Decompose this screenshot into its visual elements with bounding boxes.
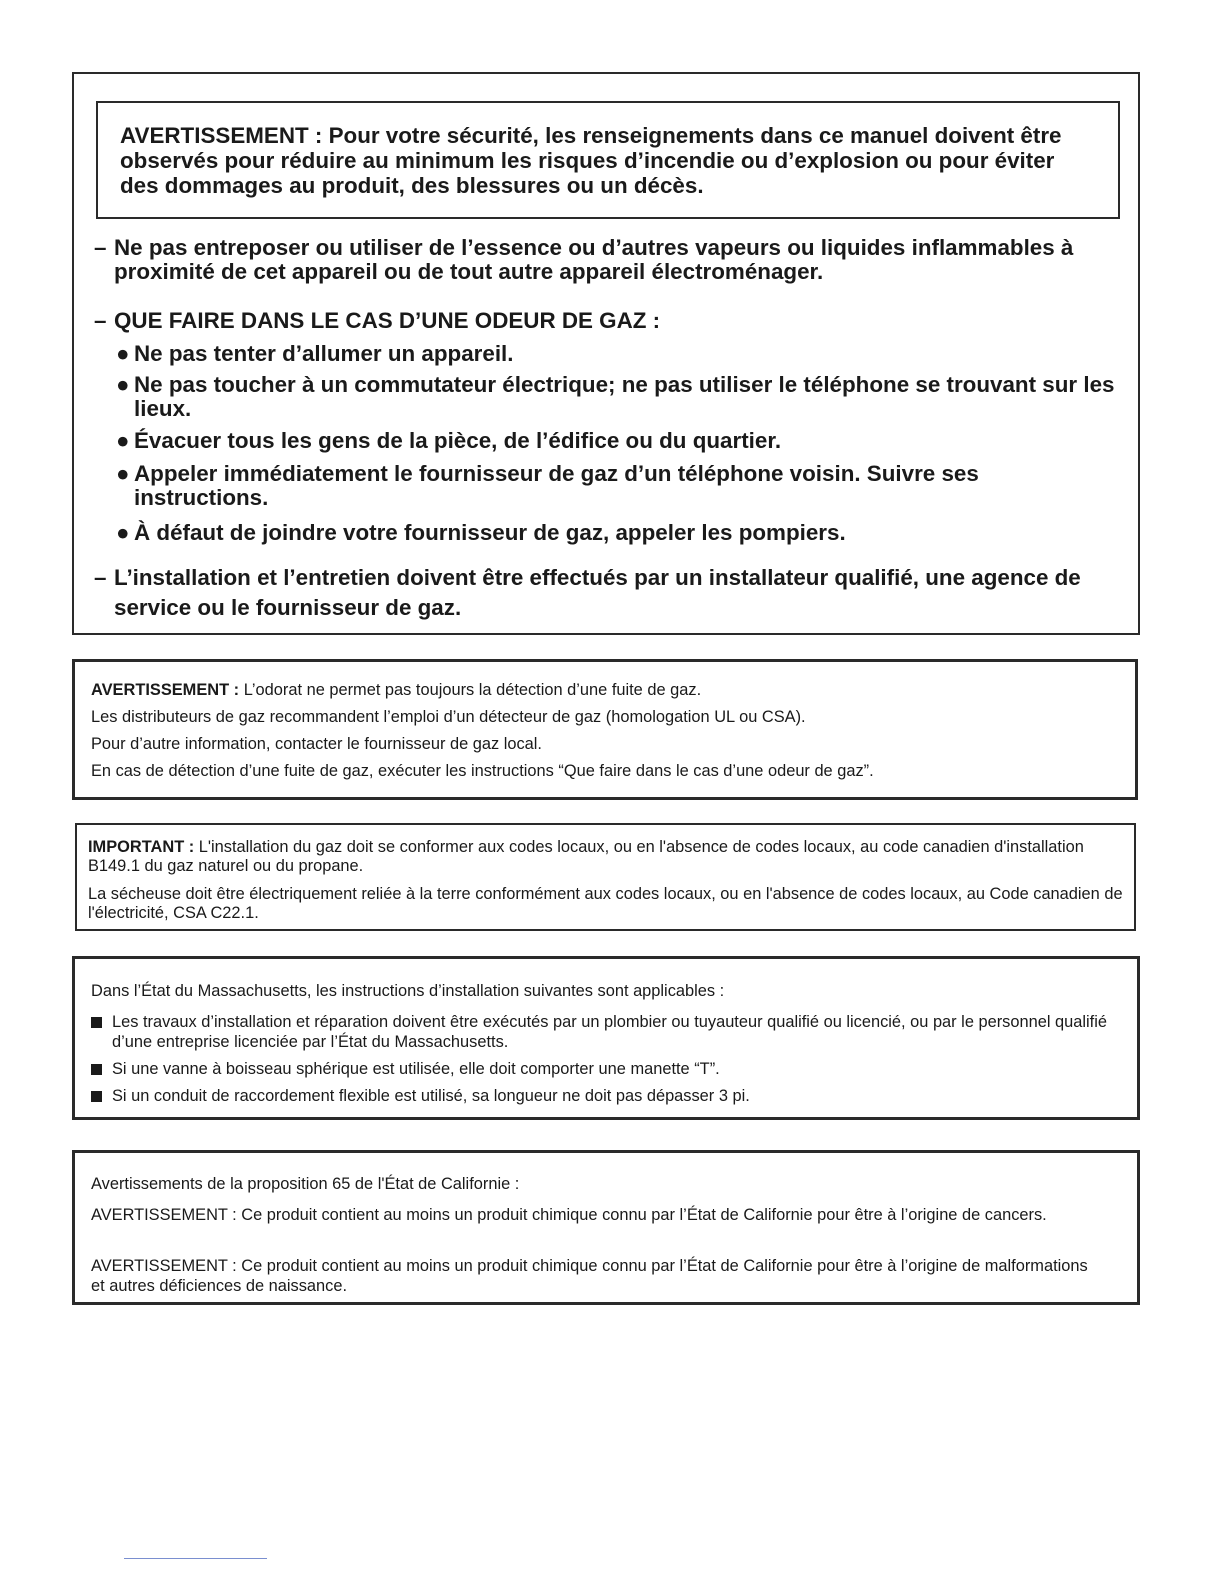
storage-warning-item [94,236,1114,284]
massachusetts-item [91,1059,1121,1079]
bullet-text: Appeler immédiatement le fournisseur de gaz d’un téléphone voisin. Suivre ses instructions. [134,461,979,510]
odor-warning-line: Les distributeurs de gaz recommandent l’emploi d’un détecteur de gaz (homologation UL ou CSA). [91,708,806,726]
massachusetts-item-text: Si une vanne à boisseau sphérique est utilisée, elle doit comporter une manette “T”. [112,1060,720,1078]
gas-odor-bullet [116,373,1116,421]
odor-warning-line [91,680,701,700]
safety-warning-box [72,72,1140,635]
odor-warning-label: AVERTISSEMENT : [91,681,240,699]
gas-odor-bullet [116,521,1116,545]
bullet-icon: ● [116,520,130,545]
odor-warning-text: L’odorat ne permet pas toujours la détection d’une fuite de gaz. [239,681,702,699]
safety-heading-box [96,101,1120,219]
square-bullet-icon [91,1017,102,1028]
gas-odor-bullet [116,429,1116,453]
bullet-icon: ● [116,341,130,366]
important-paragraph [88,838,1124,876]
california-intro: Avertissements de la proposition 65 de l'État de Californie : [91,1175,520,1193]
important-notice-box [75,823,1136,931]
storage-warning-text: Ne pas entreposer ou utiliser de l’essence ou d’autres vapeurs ou liquides inflammables à proximité de cet appareil ou de tout autre appareil électroménager. [114,235,1074,284]
gas-odor-bullet [116,462,1116,510]
gas-odor-bullet [116,342,1116,366]
dash-marker: – [94,235,107,260]
important-paragraph: La sécheuse doit être électriquement reliée à la terre conformément aux codes locaux, ou en l'absence de codes locaux, au Code canadien de l'électricité, CSA C22.1. [88,885,1123,922]
safety-heading-text: AVERTISSEMENT : Pour votre sécurité, les renseignements dans ce manuel doivent être observés pour réduire au minimum les risques d’incendie ou d’explosion ou pour éviter des dommages au produit, des blessures ou un décès. [120,123,1062,198]
massachusetts-box [72,956,1140,1120]
bullet-text: Ne pas toucher à un commutateur électrique; ne pas utiliser le téléphone se trouvant sur les lieux. [134,372,1115,421]
odor-warning-line: Pour d’autre information, contacter le fournisseur de gaz local. [91,735,542,753]
massachusetts-item-text: Les travaux d’installation et réparation doivent être exécutés par un plombier ou tuyauteur qualifié ou licencié, ou par le personnel qualifié d’une entreprise licenciée par l’État du Massachusetts. [112,1013,1107,1051]
installation-warning-item [94,563,1114,623]
installation-warning-text: L’installation et l’entretien doivent être effectués par un installateur qualifié, une agence de service ou le fournisseur de gaz. [114,565,1081,620]
massachusetts-intro: Dans l’État du Massachusetts, les instructions d’installation suivantes sont applicables : [91,982,725,1000]
california-box [72,1150,1140,1305]
odor-warning-box [72,659,1138,800]
square-bullet-icon [91,1064,102,1075]
square-bullet-icon [91,1091,102,1102]
important-text: L'installation du gaz doit se conformer aux codes locaux, ou en l'absence de codes locaux, au code canadien d'installation B149.1 du gaz naturel ou du propane. [88,838,1084,875]
odor-warning-line: En cas de détection d’une fuite de gaz, exécuter les instructions “Que faire dans le cas d’une odeur de gaz”. [91,762,874,780]
dash-marker: – [94,565,107,590]
footer-rule [124,1558,267,1559]
massachusetts-item [91,1086,1121,1106]
bullet-icon: ● [116,372,130,397]
gas-odor-title [94,309,1114,333]
bullet-text: Évacuer tous les gens de la pièce, de l’édifice ou du quartier. [134,428,782,453]
california-warning-birth: AVERTISSEMENT : Ce produit contient au moins un produit chimique connu par l’État de Californie pour être à l’origine de malformations et autres déficiences de naissance. [91,1257,1088,1295]
massachusetts-item-text: Si un conduit de raccordement flexible est utilisé, sa longueur ne doit pas dépasser 3 pi. [112,1087,750,1105]
california-warning-cancer: AVERTISSEMENT : Ce produit contient au moins un produit chimique connu par l’État de Californie pour être à l’origine de cancers. [91,1206,1047,1224]
massachusetts-item [91,1012,1121,1052]
bullet-text: À défaut de joindre votre fournisseur de gaz, appeler les pompiers. [134,520,846,545]
important-label: IMPORTANT : [88,838,195,856]
bullet-text: Ne pas tenter d’allumer un appareil. [134,341,514,366]
gas-odor-title-text: QUE FAIRE DANS LE CAS D’UNE ODEUR DE GAZ : [114,308,661,333]
bullet-icon: ● [116,461,130,486]
bullet-icon: ● [116,428,130,453]
dash-marker: – [94,308,107,333]
